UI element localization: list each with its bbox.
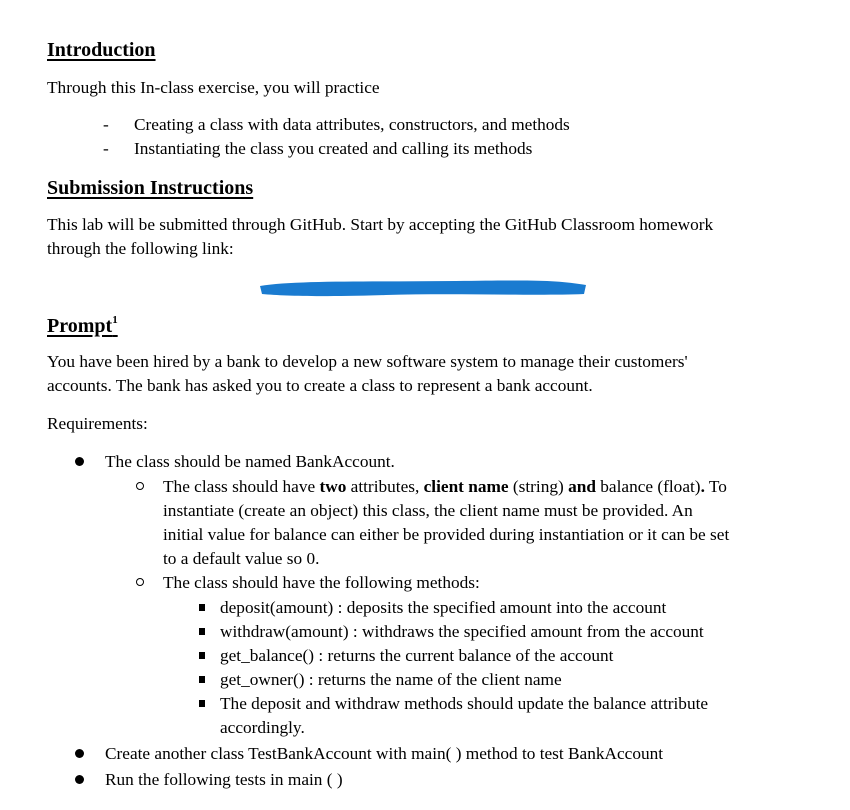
requirements-label: Requirements: (47, 414, 148, 433)
sub-requirement-line: to a default value so 0. (163, 549, 320, 568)
requirement-item: Run the following tests in main ( ) (105, 770, 343, 789)
prompt-heading (47, 314, 118, 338)
hollow-bullet-icon (136, 578, 144, 586)
submission-line: through the following link: (47, 239, 234, 258)
square-bullet-icon (199, 604, 205, 611)
square-bullet-icon (199, 700, 205, 707)
method-item: deposit(amount) : deposits the specified amount into the account (220, 598, 667, 617)
square-bullet-icon (199, 652, 205, 659)
requirement-item: Create another class TestBankAccount with main( ) method to test BankAccount (105, 744, 664, 763)
sub-requirement-line: initial value for balance can either be provided during instantiation or it can be set (163, 525, 730, 544)
method-note-line: accordingly. (220, 718, 305, 737)
bullet-icon (75, 775, 84, 784)
footnote-marker: 1 (112, 314, 118, 326)
prompt-heading-text: Prompt (47, 315, 113, 337)
dash-bullet-icon: - (103, 115, 109, 134)
submission-line: This lab will be submitted through GitHub. Start by accepting the GitHub Classroom homework (47, 215, 714, 234)
dash-bullet-icon: - (103, 139, 109, 158)
sub-requirement-line: instantiate (create an object) this class, the client name must be provided. An (163, 501, 693, 520)
sub-requirement-line: The class should have two attributes, client name (string) and balance (float). To (163, 477, 727, 496)
square-bullet-icon (199, 628, 205, 635)
intro-lead: Through this In-class exercise, you will practice (47, 78, 380, 97)
method-note-line: The deposit and withdraw methods should update the balance attribute (220, 694, 709, 713)
redacted-link-mark (256, 276, 590, 298)
sub-requirement-line: The class should have the following methods: (163, 573, 480, 592)
square-bullet-icon (199, 676, 205, 683)
bullet-icon (75, 749, 84, 758)
intro-bullet: Creating a class with data attributes, constructors, and methods (134, 115, 570, 134)
method-item: get_owner() : returns the name of the client name (220, 670, 562, 689)
intro-bullet: Instantiating the class you created and calling its methods (134, 139, 533, 158)
method-item: withdraw(amount) : withdraws the specified amount from the account (220, 622, 704, 641)
requirement-item: The class should be named BankAccount. (105, 452, 395, 471)
prompt-paragraph-line: You have been hired by a bank to develop a new software system to manage their customers' (47, 352, 688, 371)
prompt-paragraph-line: accounts. The bank has asked you to create a class to represent a bank account. (47, 376, 593, 395)
submission-heading: Submission Instructions (47, 177, 254, 199)
method-item: get_balance() : returns the current balance of the account (220, 646, 614, 665)
introduction-heading: Introduction (47, 39, 156, 61)
bullet-icon (75, 457, 84, 466)
hollow-bullet-icon (136, 482, 144, 490)
